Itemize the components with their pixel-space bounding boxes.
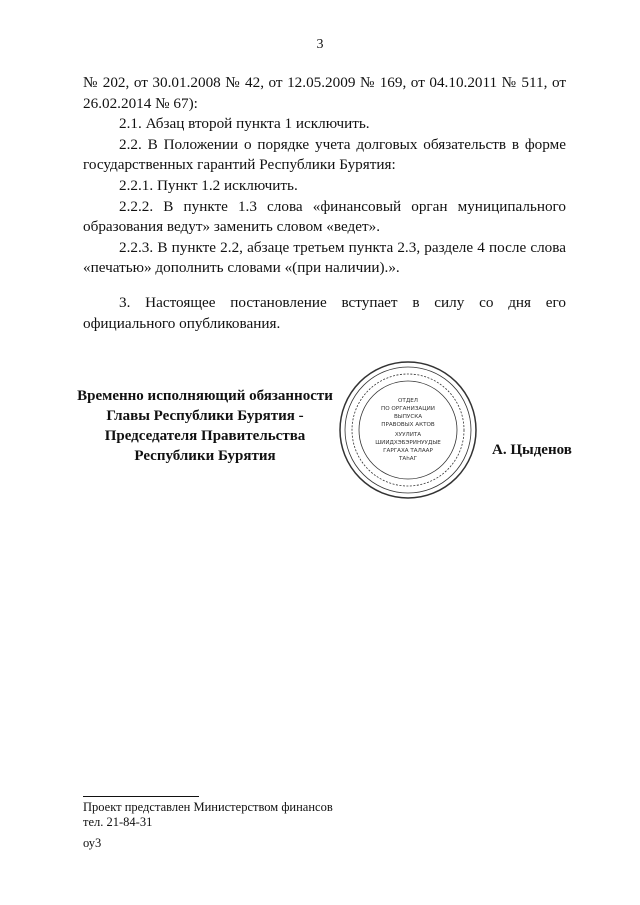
paragraph-2-2-3: 2.2.3. В пункте 2.2, абзаце третьем пункта 2.3, разделе 4 после слова «печатью» дополнить словами «(при наличии).». — [83, 238, 566, 277]
signer-name: А. Цыденов — [492, 442, 572, 458]
page-number: 3 — [316, 37, 324, 52]
seal-text-line: ВЫПУСКА — [393, 414, 423, 420]
paragraph-2-2-2: 2.2.2. В пункте 1.3 слова «финансовый орган муниципального образования ведут» заменить словом «ведет». — [83, 197, 566, 236]
seal-text-line: ХУУЛИТА — [394, 432, 422, 438]
paragraph-continuation: № 202, от 30.01.2008 № 42, от 12.05.2009 № 169, от 04.10.2011 № 511, от 26.02.2014 № 67): — [83, 74, 566, 112]
footer-note — [83, 800, 333, 851]
document-body — [83, 73, 566, 334]
signer-title — [70, 386, 340, 466]
signer-title-line: Главы Республики Бурятия - — [106, 408, 304, 424]
seal-text-line: ШИИДХЭБЭРИНУУДЫЕ — [375, 440, 441, 446]
paragraph-gap — [83, 279, 566, 293]
seal-text-line: ГАРГАХА ТАЛААР — [383, 448, 433, 454]
seal-text-line: ПРАВОВЫХ АКТОВ — [381, 422, 435, 428]
seal-text-line: ТАһАГ — [398, 456, 418, 462]
signer-title-line: Председателя Правительства — [104, 428, 306, 444]
signer-title-line: Республики Бурятия — [134, 448, 276, 464]
footer-divider — [83, 796, 199, 797]
paragraph-2-2-1: 2.2.1. Пункт 1.2 исключить. — [119, 176, 298, 194]
paragraph-2-1: 2.1. Абзац второй пункта 1 исключить. — [119, 115, 370, 133]
seal-text-line: ПО ОРГАНИЗАЦИИ — [381, 406, 435, 412]
paragraph-2-2: 2.2. В Положении о порядке учета долговых обязательств в форме государственных гарантий Республики Бурятия: — [83, 135, 566, 174]
seal-text-line: ОТДЕЛ — [398, 398, 418, 404]
footer-project-line: Проект представлен Министерством финансов — [83, 800, 333, 814]
footer-phone-line: тел. 21-84-31 — [83, 815, 153, 829]
signer-title-line: Временно исполняющий обязанности — [77, 388, 333, 404]
paragraph-3: 3. Настоящее постановление вступает в силу со дня его официального опубликования. — [83, 293, 566, 332]
footer-code: оу3 — [83, 836, 102, 850]
official-seal — [338, 360, 478, 500]
